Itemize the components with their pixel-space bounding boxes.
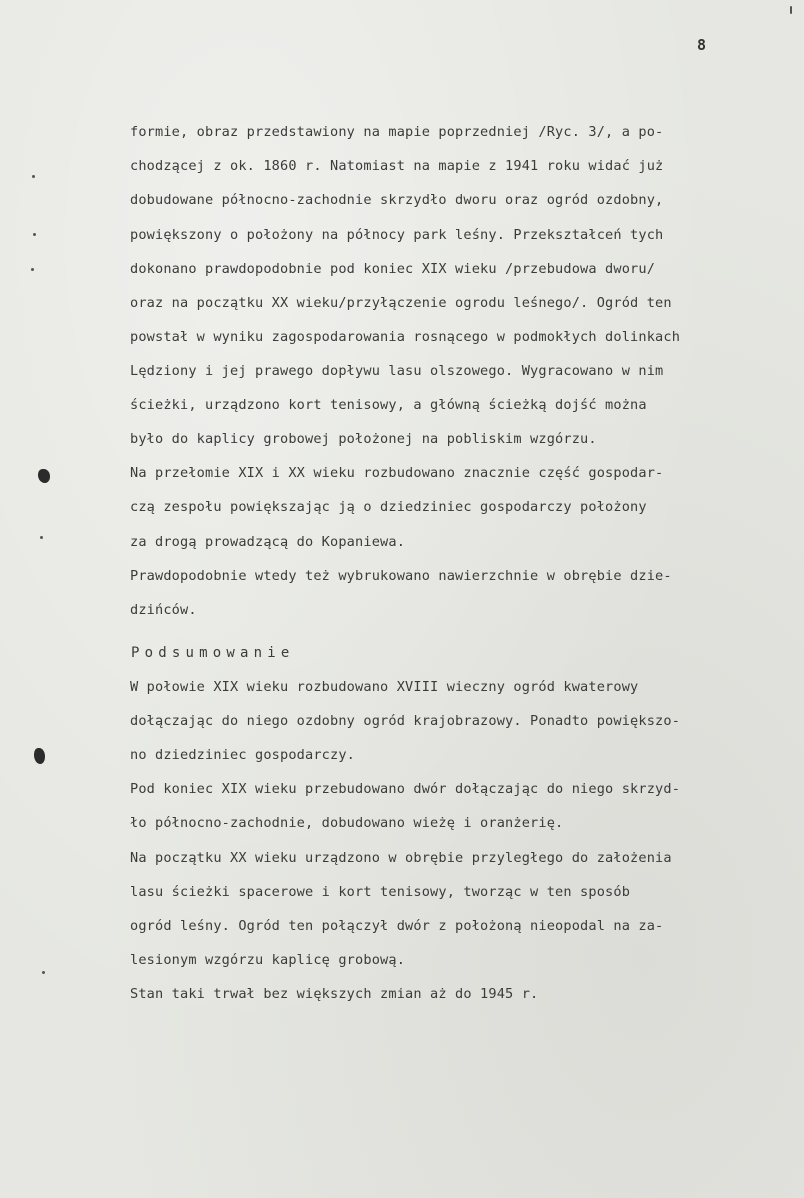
summary-line: Pod koniec XIX wieku przebudowano dwór dołączając do niego skrzyd- [130, 781, 681, 797]
margin-mark [33, 233, 36, 236]
ink-blot [34, 748, 45, 764]
margin-mark [31, 268, 34, 271]
text-line: powstał w wyniku zagospodarowania rosnącego w podmokłych dolinkach [130, 329, 681, 345]
text-line: dobudowane północno-zachodnie skrzydło dworu oraz ogród ozdobny, [130, 192, 664, 208]
summary-line: ło północno-zachodnie, dobudowano wieżę i oranżerię. [130, 815, 564, 831]
margin-mark [42, 971, 45, 974]
summary-line: ogród leśny. Ogród ten połączył dwór z położoną nieopodal na za- [130, 918, 664, 934]
margin-mark [40, 536, 43, 539]
text-line: było do kaplicy grobowej położonej na pobliskim wzgórzu. [130, 431, 597, 447]
text-line: ścieżki, urządzono kort tenisowy, a główną ścieżką dojść można [130, 397, 647, 413]
section-heading: Podsumowanie [131, 645, 295, 661]
summary-line: Stan taki trwał bez większych zmian aż do 1945 r. [130, 986, 539, 1002]
summary-line: lesionym wzgórzu kaplicę grobową. [130, 952, 406, 968]
summary-line: lasu ścieżki spacerowe i kort tenisowy, tworząc w ten sposób [130, 884, 631, 900]
summary-line: Na początku XX wieku urządzono w obrębie przyległego do założenia [130, 850, 672, 866]
margin-mark [790, 6, 792, 14]
page-number: 8 [697, 36, 707, 54]
summary-line: W połowie XIX wieku rozbudowano XVIII wieczny ogród kwaterowy [130, 679, 639, 695]
text-line: Na przełomie XIX i XX wieku rozbudowano znacznie część gospodar- [130, 465, 664, 481]
text-line: Prawdopodobnie wtedy też wybrukowano nawierzchnie w obrębie dzie- [130, 568, 672, 584]
text-line: za drogą prowadzącą do Kopaniewa. [130, 534, 406, 550]
text-line: dokonano prawdopodobnie pod koniec XIX wieku /przebudowa dworu/ [130, 261, 656, 277]
text-line: dzińców. [130, 602, 197, 618]
text-line: Lędziony i jej prawego dopływu lasu olszowego. Wygracowano w nim [130, 363, 664, 379]
text-line: chodzącej z ok. 1860 r. Natomiast na mapie z 1941 roku widać już [130, 158, 664, 174]
text-line: powiększony o położony na północy park leśny. Przekształceń tych [130, 227, 664, 243]
summary-line: dołączając do niego ozdobny ogród krajobrazowy. Ponadto powiększo- [130, 713, 681, 729]
ink-blot [38, 469, 50, 483]
margin-mark [32, 175, 35, 178]
text-line: formie, obraz przedstawiony na mapie poprzedniej /Ryc. 3/, a po- [130, 124, 664, 140]
text-line: oraz na początku XX wieku/przyłączenie ogrodu leśnego/. Ogród ten [130, 295, 672, 311]
summary-line: no dziedziniec gospodarczy. [130, 747, 356, 763]
text-line: czą zespołu powiększając ją o dziedziniec gospodarczy położony [130, 499, 647, 515]
